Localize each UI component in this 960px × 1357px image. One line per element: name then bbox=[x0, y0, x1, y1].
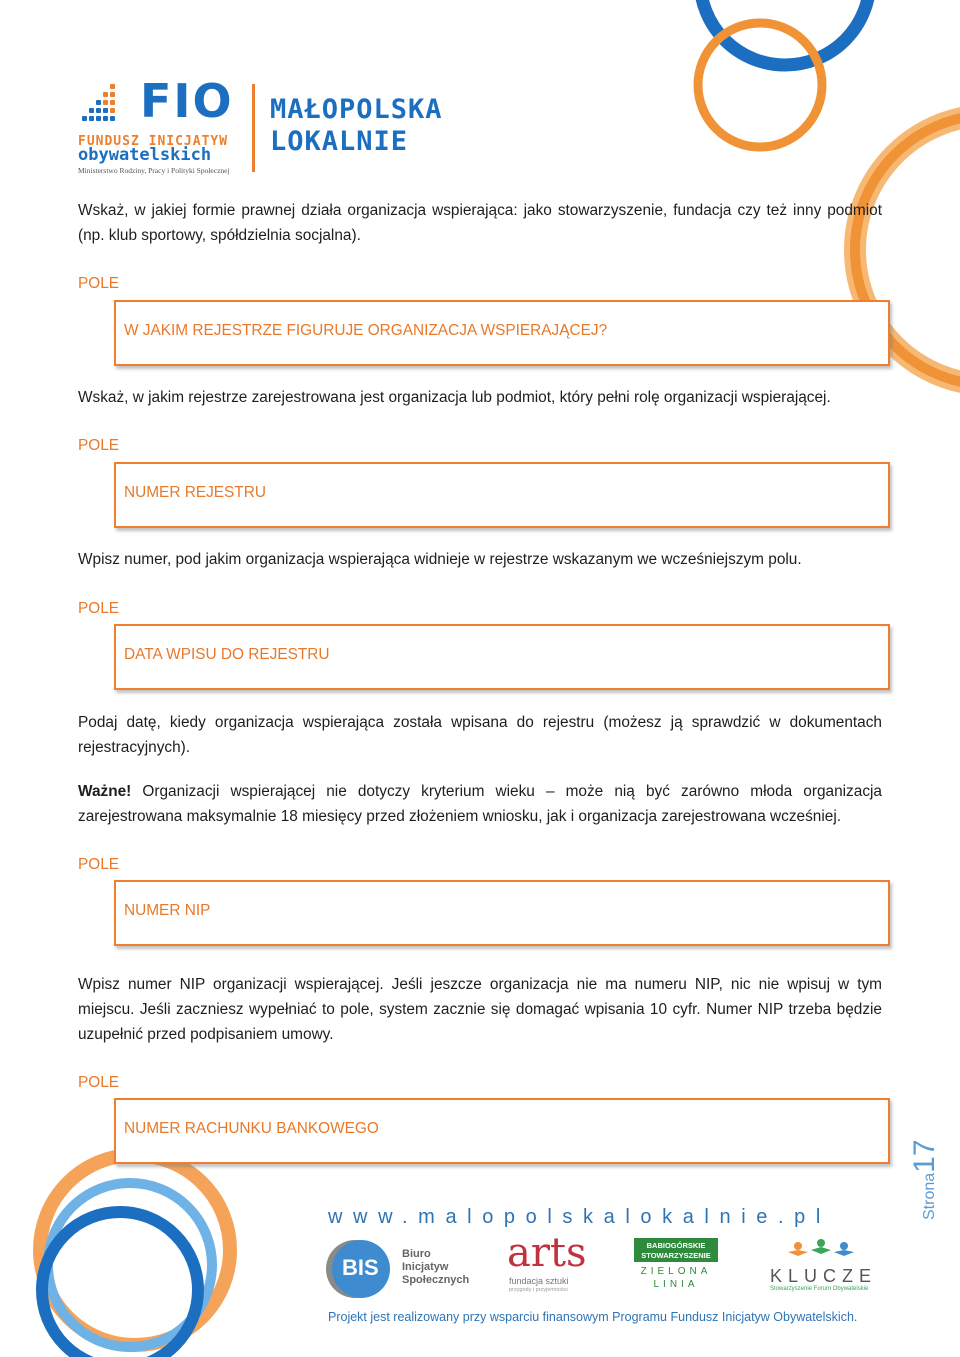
bis-logo-line1: Biuro bbox=[402, 1248, 431, 1260]
registry-field-label: W JAKIM REJESTRZE FIGURUJE ORGANIZACJA WSPIERAJĄCEJ? bbox=[124, 322, 608, 339]
bis-logo-line2: Inicjatyw bbox=[402, 1261, 449, 1273]
bis-logo bbox=[330, 1238, 470, 1300]
klucze-logo-name: KLUCZE bbox=[770, 1266, 878, 1286]
registry-number-field-label: NUMER REJESTRU bbox=[124, 484, 266, 501]
section-1-pole-label: POLE bbox=[78, 275, 120, 292]
important-text: Organizacji wspierającej nie dotyczy kryterium wieku – może nią być zarówno młoda organizacja zarejestrowana maksymalnie 18 miesięcy przed złożeniem wniosku, jak i organizacja zarejestrowana wcześniej. bbox=[78, 783, 882, 825]
registry-number-field[interactable] bbox=[114, 462, 890, 528]
fio-logo-title: FIO bbox=[140, 74, 234, 128]
zielona-linia-line4: LINIA bbox=[653, 1279, 699, 1290]
zielona-linia-line1: BABIOGÓRSKIE bbox=[646, 1241, 706, 1250]
fio-logo-line2: obywatelskich bbox=[78, 145, 212, 165]
header-divider bbox=[252, 84, 255, 172]
arts-logo-name: arts bbox=[507, 1230, 587, 1276]
fio-dots-icon bbox=[78, 82, 118, 122]
arts-logo-sub: fundacja sztuki bbox=[509, 1276, 569, 1286]
section-4-pole-label: POLE bbox=[78, 856, 120, 873]
bis-logo-mark: BIS bbox=[342, 1255, 379, 1280]
arts-logo-sub2: przygody i przyjemności bbox=[509, 1287, 568, 1293]
section-3-intro: Wpisz numer, pod jakim organizacja wspierająca widnieje w rejestrze wskazanym we wcześniejszym polu. bbox=[78, 551, 802, 568]
section-2-pole-label: POLE bbox=[78, 437, 120, 454]
nip-field[interactable] bbox=[114, 880, 890, 946]
bis-logo-line3: Społecznych bbox=[402, 1274, 470, 1286]
footer-note: Projekt jest realizowany przy wsparciu finansowym Programu Fundusz Inicjatyw Obywatelskich. bbox=[328, 1310, 858, 1324]
bank-account-field[interactable] bbox=[114, 1098, 890, 1164]
arts-logo bbox=[505, 1230, 595, 1296]
registry-field[interactable] bbox=[114, 300, 890, 366]
section-4-intro: Podaj datę, kiedy organizacja wspierająca została wpisana do rejestru (możesz ją sprawdzić w dokumentach rejestracyjnych). bbox=[78, 714, 882, 756]
important-label: Ważne! bbox=[78, 783, 132, 800]
page-label: Strona bbox=[921, 1172, 938, 1220]
decorative-rings-bottom bbox=[0, 1130, 240, 1357]
page-number-value: 17 bbox=[908, 1139, 941, 1173]
registry-date-field[interactable] bbox=[114, 624, 890, 690]
klucze-logo-sub: Stowarzyszenie Forum Obywatelskie bbox=[770, 1286, 869, 1292]
section-5-pole-label: POLE bbox=[78, 1074, 120, 1091]
zielona-linia-line3: ZIELONA bbox=[640, 1266, 712, 1277]
klucze-people-icon bbox=[786, 1238, 856, 1266]
section-1-intro: Wskaż, w jakiej formie prawnej działa organizacja wspierająca: jako stowarzyszenie, fundacja czy też inny podmiot (np. klub sportowy, spółdzielnia socjalna). bbox=[78, 202, 882, 244]
klucze-logo bbox=[766, 1238, 878, 1294]
fio-logo-line1: FUNDUSZ INICJATYW bbox=[78, 134, 229, 149]
zielona-linia-logo bbox=[634, 1238, 718, 1294]
fio-logo bbox=[78, 74, 248, 177]
zielona-linia-line2: STOWARZYSZENIE bbox=[641, 1251, 711, 1260]
section-2-intro: Wskaż, w jakim rejestrze zarejestrowana jest organizacja lub podmiot, który pełni rolę organizacji wspierającej. bbox=[78, 389, 831, 406]
malopolska-logo bbox=[270, 94, 490, 164]
fio-logo-ministry: Ministerstwo Rodziny, Pracy i Polityki Społecznej bbox=[78, 166, 230, 175]
bank-account-field-label: NUMER RACHUNKU BANKOWEGO bbox=[124, 1120, 379, 1137]
important-note bbox=[78, 779, 882, 829]
footer-url[interactable]: www.malopolskalokalnie.pl bbox=[328, 1206, 831, 1228]
section-5-intro: Wpisz numer NIP organizacji wspierającej. Jeśli jeszcze organizacja nie ma numeru NIP, nic nie wpisuj w tym miejscu. Jeśli zaczniesz wypełniać to pole, system zacznie się domagać wpisania 10 cyfr. Numer NIP trzeba będzie uzupełnić przed podpisaniem umowy. bbox=[78, 976, 882, 1043]
malopolska-logo-line2: LOKALNIE bbox=[270, 126, 409, 157]
section-3-pole-label: POLE bbox=[78, 600, 120, 617]
registry-date-field-label: DATA WPISU DO REJESTRU bbox=[124, 646, 330, 663]
malopolska-logo-line1: MAŁOPOLSKA bbox=[270, 94, 443, 125]
page-number bbox=[908, 1120, 948, 1220]
nip-field-label: NUMER NIP bbox=[124, 902, 211, 919]
